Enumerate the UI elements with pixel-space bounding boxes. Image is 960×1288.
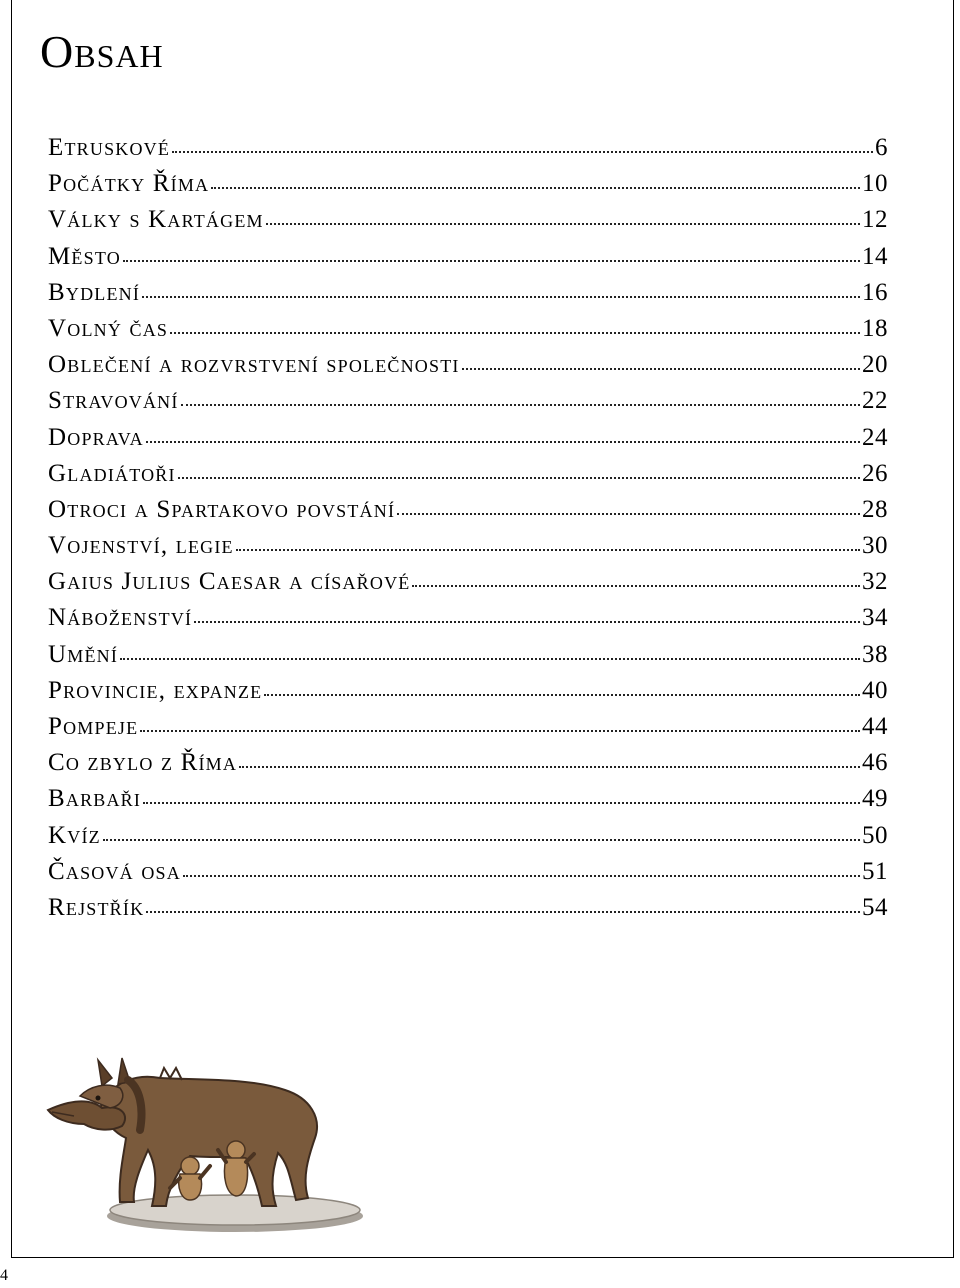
capitoline-wolf-statue-icon (40, 1038, 370, 1238)
dot-leader (181, 403, 860, 406)
toc-entry-page: 10 (862, 170, 888, 198)
toc-entry-page: 46 (862, 749, 888, 777)
dot-leader (194, 620, 860, 623)
toc-entry-page: 22 (862, 387, 888, 415)
toc-entry-title: Gladiátoři (48, 459, 176, 487)
toc-entry-page: 24 (862, 423, 888, 451)
toc-entry-page: 49 (862, 785, 888, 813)
toc-entry[interactable] (48, 351, 888, 387)
toc-entry-title: Umění (48, 640, 119, 668)
toc-entry-page: 38 (862, 640, 888, 668)
toc-entry-page: 32 (862, 568, 888, 596)
dot-leader (397, 512, 860, 515)
dot-leader (140, 729, 860, 732)
toc-entry-page: 28 (862, 495, 888, 523)
toc-entry[interactable] (48, 568, 888, 604)
dot-leader (120, 657, 860, 660)
toc-entry[interactable] (48, 641, 888, 677)
toc-entry-page: 40 (862, 676, 888, 704)
dot-leader (170, 331, 860, 334)
toc-entry-title: Náboženství (48, 604, 193, 632)
toc-entry-title: Kvíz (48, 821, 101, 849)
toc-entry-page: 20 (862, 351, 888, 379)
toc-entry-title: Město (48, 242, 121, 270)
toc-entry-title: Bydlení (48, 278, 141, 306)
toc-entry-title: Počátky Říma (48, 170, 210, 198)
toc-entry-title: Barbaři (48, 785, 142, 813)
toc-entry[interactable] (48, 496, 888, 532)
dot-leader (172, 150, 873, 153)
dot-leader (142, 295, 860, 298)
toc-entry-title: Oblečení a rozvrstvení společnosti (48, 351, 460, 379)
toc-entry-title: Vojenství, legie (48, 532, 234, 560)
toc-entry-title: Co zbylo z Říma (48, 749, 238, 777)
toc-entry[interactable] (48, 532, 888, 568)
toc-entry-page: 50 (862, 821, 888, 849)
toc-entry[interactable] (48, 822, 888, 858)
toc-entry[interactable] (48, 315, 888, 351)
toc-entry[interactable] (48, 677, 888, 713)
toc-entry-title: Doprava (48, 423, 144, 451)
toc-entry[interactable] (48, 279, 888, 315)
toc-entry-page: 6 (875, 134, 888, 161)
dot-leader (266, 222, 860, 225)
dot-leader (183, 874, 860, 877)
toc-entry-title: Stravování (48, 387, 179, 415)
toc-entry[interactable] (48, 134, 888, 170)
dot-leader (143, 801, 860, 804)
toc-entry-title: Provincie, expanze (48, 676, 263, 704)
dot-leader (412, 584, 860, 587)
toc-entry[interactable] (48, 858, 888, 894)
dot-leader (462, 367, 860, 370)
dot-leader (264, 693, 860, 696)
dot-leader (178, 476, 860, 479)
toc-entry-page: 30 (862, 532, 888, 560)
toc-entry[interactable] (48, 460, 888, 496)
toc-entry[interactable] (48, 387, 888, 423)
toc-entry-page: 26 (862, 459, 888, 487)
toc-entry[interactable] (48, 243, 888, 279)
toc-entry[interactable] (48, 713, 888, 749)
toc-entry-title: Časová osa (48, 857, 181, 885)
toc-entry[interactable] (48, 424, 888, 460)
toc-entry-page: 51 (862, 857, 888, 885)
toc-entry-page: 44 (862, 713, 888, 740)
toc-entry-page: 12 (862, 206, 888, 234)
dot-leader (146, 440, 860, 443)
dot-leader (146, 910, 860, 913)
toc-entry-title: Volný čas (48, 314, 169, 342)
dot-leader (236, 548, 860, 551)
page-title: Obsah (40, 26, 164, 77)
toc-entry-title: Pompeje (48, 713, 139, 740)
toc-entry[interactable] (48, 604, 888, 640)
toc-entry-page: 34 (862, 604, 888, 632)
dot-leader (123, 259, 860, 262)
toc-entry[interactable] (48, 170, 888, 206)
toc-entry-page: 18 (862, 314, 888, 342)
toc-entry[interactable] (48, 206, 888, 242)
toc-entry-title: Etruskové (48, 134, 171, 161)
toc-entry-title: Války s Kartágem (48, 206, 264, 234)
dot-leader (103, 838, 860, 841)
dot-leader (211, 186, 860, 189)
toc-entry-title: Otroci a Spartakovo povstání (48, 495, 396, 523)
table-of-contents (48, 134, 888, 930)
toc-entry-page: 14 (862, 242, 888, 270)
toc-entry[interactable] (48, 749, 888, 785)
toc-entry-page: 54 (862, 893, 888, 921)
toc-entry[interactable] (48, 785, 888, 821)
toc-entry[interactable] (48, 894, 888, 930)
toc-entry-title: Gaius Julius Caesar a císařové (48, 568, 411, 596)
toc-entry-page: 16 (862, 278, 888, 306)
page-number: 4 (0, 1267, 8, 1284)
toc-entry-title: Rejstřík (48, 893, 145, 921)
dot-leader (239, 765, 860, 768)
